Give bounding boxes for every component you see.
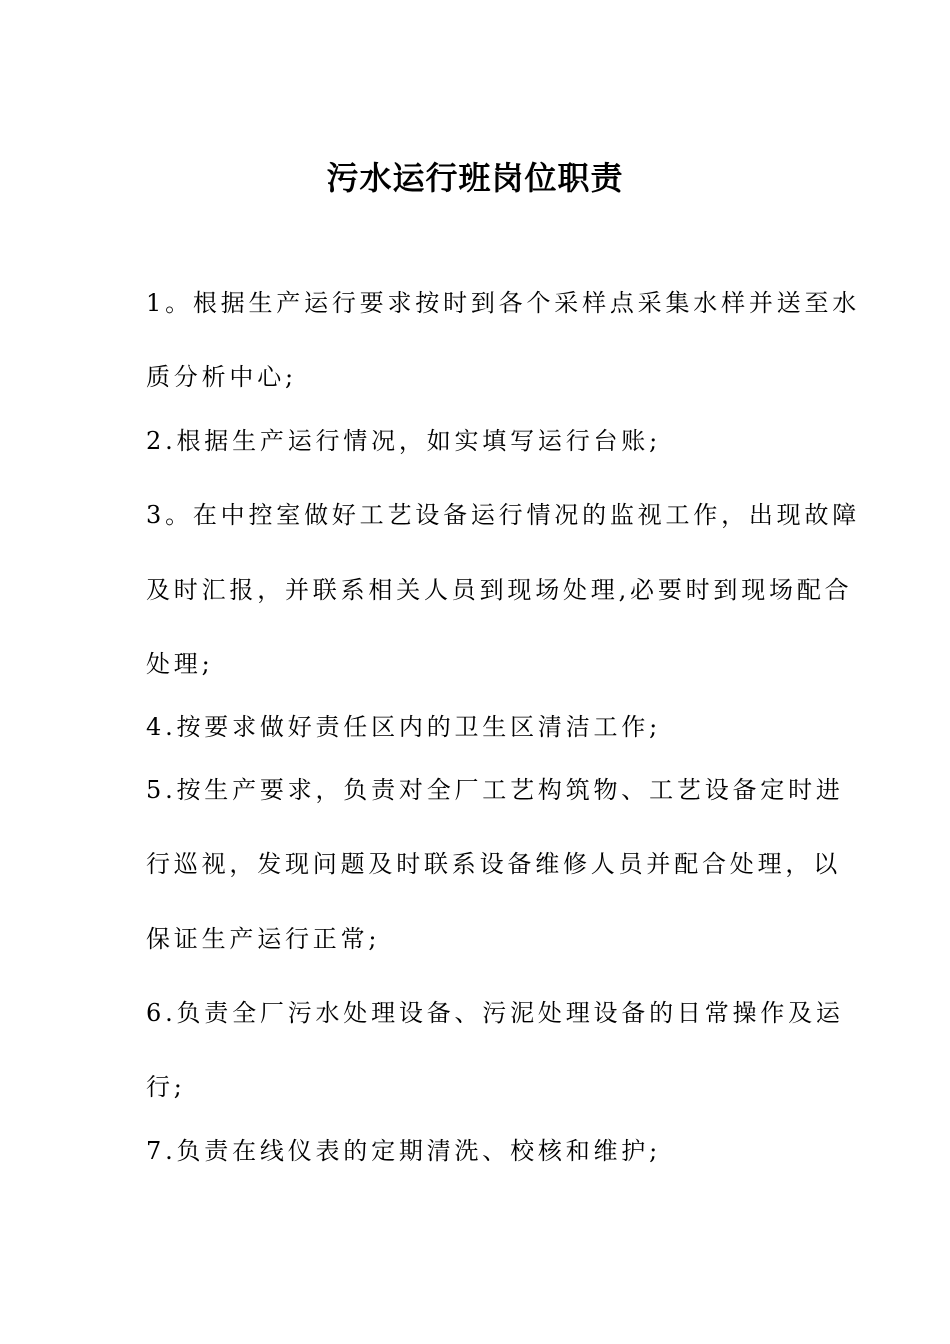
duty-line-6b: 行; [146, 1073, 186, 1101]
duty-line-7: 7.负责在线仪表的定期清洗、校核和维护; [146, 1137, 661, 1165]
duty-line-3a: 3。在中控室做好工艺设备运行情况的监视工作，出现故障 [146, 501, 861, 529]
duty-line-3c: 处理; [146, 650, 214, 678]
duty-line-5a: 5.按生产要求，负责对全厂工艺构筑物、工艺设备定时进 [146, 776, 844, 804]
duty-line-4: 4.按要求做好责任区内的卫生区清洁工作; [146, 713, 661, 741]
duty-line-5c: 保证生产运行正常; [146, 925, 381, 953]
duty-line-6a: 6.负责全厂污水处理设备、污泥处理设备的日常操作及运 [146, 999, 844, 1027]
duty-line-5b: 行巡视，发现问题及时联系设备维修人员并配合处理，以 [146, 850, 841, 878]
duty-line-1a: 1。根据生产运行要求按时到各个采样点采集水样并送至水 [146, 289, 861, 317]
duty-line-3b: 及时汇报，并联系相关人员到现场处理,必要时到现场配合 [146, 576, 853, 604]
page-title: 污水运行班岗位职责 [326, 159, 624, 197]
duty-line-1b: 质分析中心; [146, 363, 297, 391]
duty-line-2: 2.根据生产运行情况，如实填写运行台账; [146, 427, 661, 455]
